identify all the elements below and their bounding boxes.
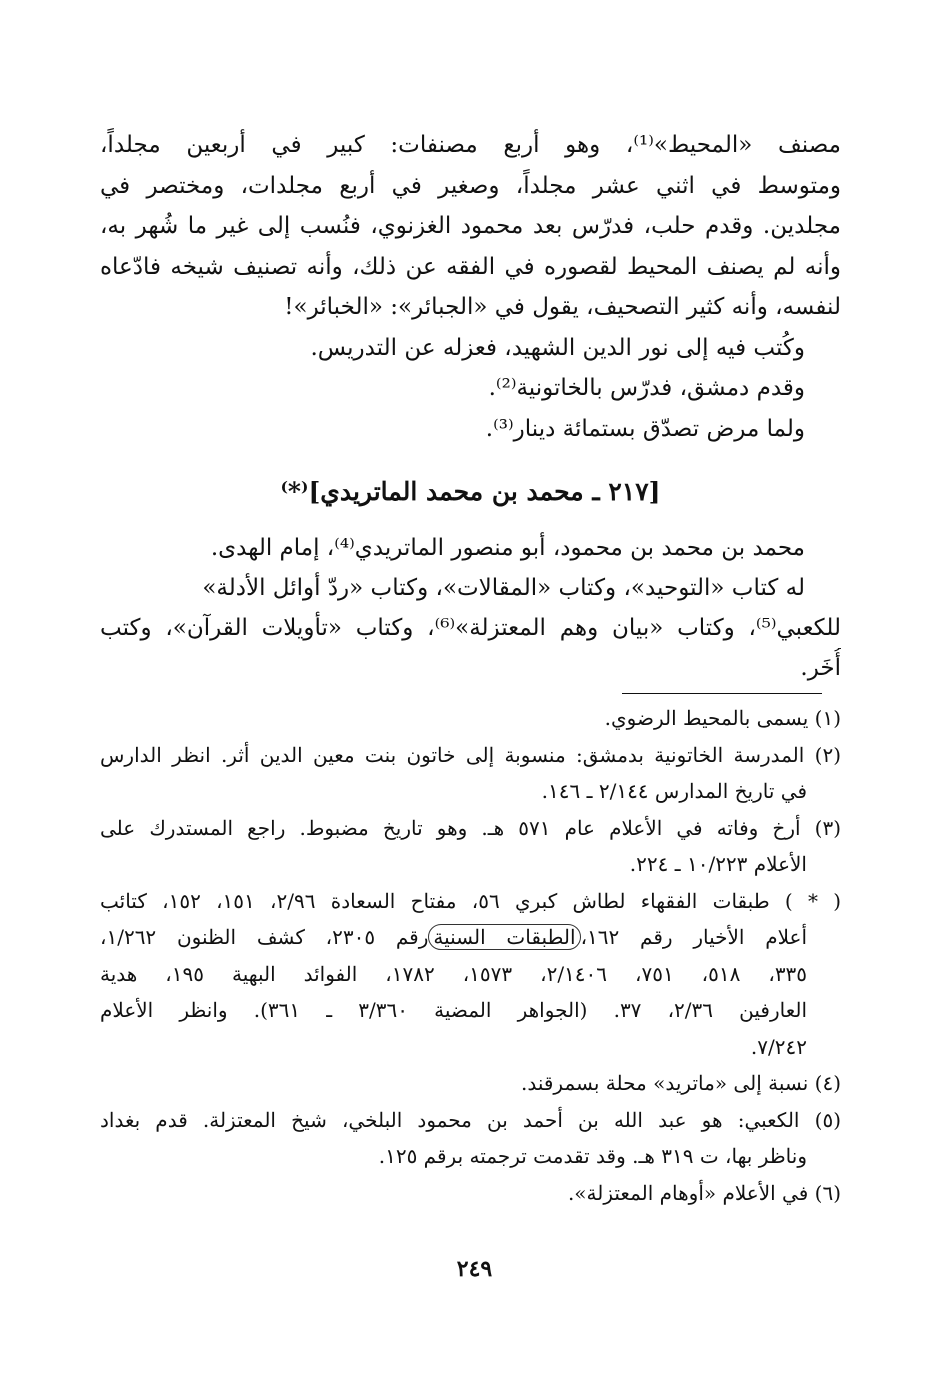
text-line: ولما مرض تصدّق بستمائة دينار⁽³⁾.: [485, 415, 805, 442]
footnote-5: [100, 1102, 841, 1175]
footnote-line: (٦) في الأعلام «أوهام المعتزلة».: [567, 1180, 841, 1205]
biography-block: [100, 528, 841, 688]
footnote-4: [100, 1065, 841, 1102]
page-number: ٢٤٩: [456, 1256, 493, 1282]
footnote-line: (٤) نسبة إلى «ماتريد» محلة بسمرقند.: [520, 1071, 841, 1095]
footnote-line: ٣٣٥، ٥١٨، ٧٥١، ٢/١٤٠٦، ١٥٧٣، ١٧٨٢، الفوائد البهية ١٩٥، هدية: [100, 961, 808, 986]
main-text-block: [100, 125, 841, 449]
footnote-line: (٥) الكعبي: هو عبد الله بن أحمد بن محمود البلخي، شيخ المعتزلة. قدم بغداد: [100, 1107, 841, 1132]
footnote-line: (١) يسمى بالمحيط الرضوي.: [604, 706, 841, 730]
footnote-6: [100, 1175, 841, 1212]
footnote-line: العارفين ٢/٣٦، ٣٧. (الجواهر المضية ٣/٣٦٠ ـ ٣٦١). وانظر الأعلام: [100, 998, 808, 1022]
footnotes-block: [100, 700, 841, 1211]
text-line: لنفسه، وأنه كثير التصحيف، يقول في «الجبائر»: «الخبائر»!: [284, 294, 841, 320]
footnote-line: [100, 919, 841, 956]
text-line: له كتاب «التوحيد»، وكتاب «المقالات»، وكتاب «ردّ أوائل الأدلة»: [202, 575, 805, 601]
footnote-divider: [622, 693, 822, 694]
footnote-line: وناظر بها، ت ٣١٩ هـ. وقد تقدمت ترجمته برقم ١٢٥.: [378, 1144, 807, 1168]
footnote-3: [100, 810, 841, 883]
footnote-line: ٧/٢٤٢.: [750, 1034, 807, 1059]
footnote-fragment: أعلام الأخيار رقم ١٦٢،: [580, 925, 807, 949]
footnote-line: (٢) المدرسة الخاتونية بدمشق: منسوبة إلى خاتون بنت معين الدين أثر. انظر الدارس: [100, 742, 841, 767]
entry-heading: [٢١٧ ـ محمد بن محمد الماتريدي]⁽*⁾: [280, 477, 661, 506]
text-line: ومتوسط في اثني عشر مجلداً، وصغير في أربع مجلدات، ومختصر في: [100, 172, 841, 199]
text-line: للكعبي⁽⁵⁾، وكتاب «بيان وهم المعتزلة»⁽⁶⁾، وكتاب «تأويلات القرآن»، وكتب: [100, 615, 841, 641]
footnote-star: [100, 883, 841, 1066]
text-line: محمد بن محمد بن محمود، أبو منصور الماتريدي⁽⁴⁾، إمام الهدى.: [210, 535, 805, 561]
footnote-2: [100, 737, 841, 810]
circled-annotation: الطبقات السنية: [428, 924, 580, 950]
text-line: وأنه لم يصنف المحيط لقصوره في الفقه عن ذلك، وأنه تصنيف شيخه فادّعاه: [100, 253, 841, 280]
text-line: أُخَر.: [800, 655, 841, 681]
footnote-line: (٣) أرخ وفاته في الأعلام عام ٥٧١ هـ. وهو تاريخ مضبوط. راجع المستدرك على: [100, 815, 841, 840]
text-line: مصنف «المحيط»⁽¹⁾، وهو أربع مصنفات: كبير في أربعين مجلداً،: [100, 132, 841, 158]
footnote-line: في تاريخ المدارس ٢/١٤٤ ـ ١٤٦.: [541, 779, 807, 803]
footnote-1: [100, 700, 841, 737]
text-line: وقدم دمشق، فدرّس بالخاتونية⁽²⁾.: [488, 375, 805, 401]
text-line: مجلدين. وقدم حلب، فدرّس بعد محمود الغزنوي، فنُسب إلى غير ما شُهر به،: [100, 213, 841, 239]
footnote-line: الأعلام ١٠/٢٢٣ ـ ٢٢٤.: [629, 852, 807, 876]
footnote-line: ( * ) طبقات الفقهاء لطاش كبري ٥٦، مفتاح السعادة ٢/٩٦، ١٥١، ١٥٢، كتائب: [100, 888, 841, 913]
footnote-fragment: رقم ٢٣٠٥، كشف الظنون ١/٢٦٢،: [100, 925, 429, 949]
text-line: وكُتب فيه إلى نور الدين الشهيد، فعزله عن التدريس.: [310, 334, 805, 361]
